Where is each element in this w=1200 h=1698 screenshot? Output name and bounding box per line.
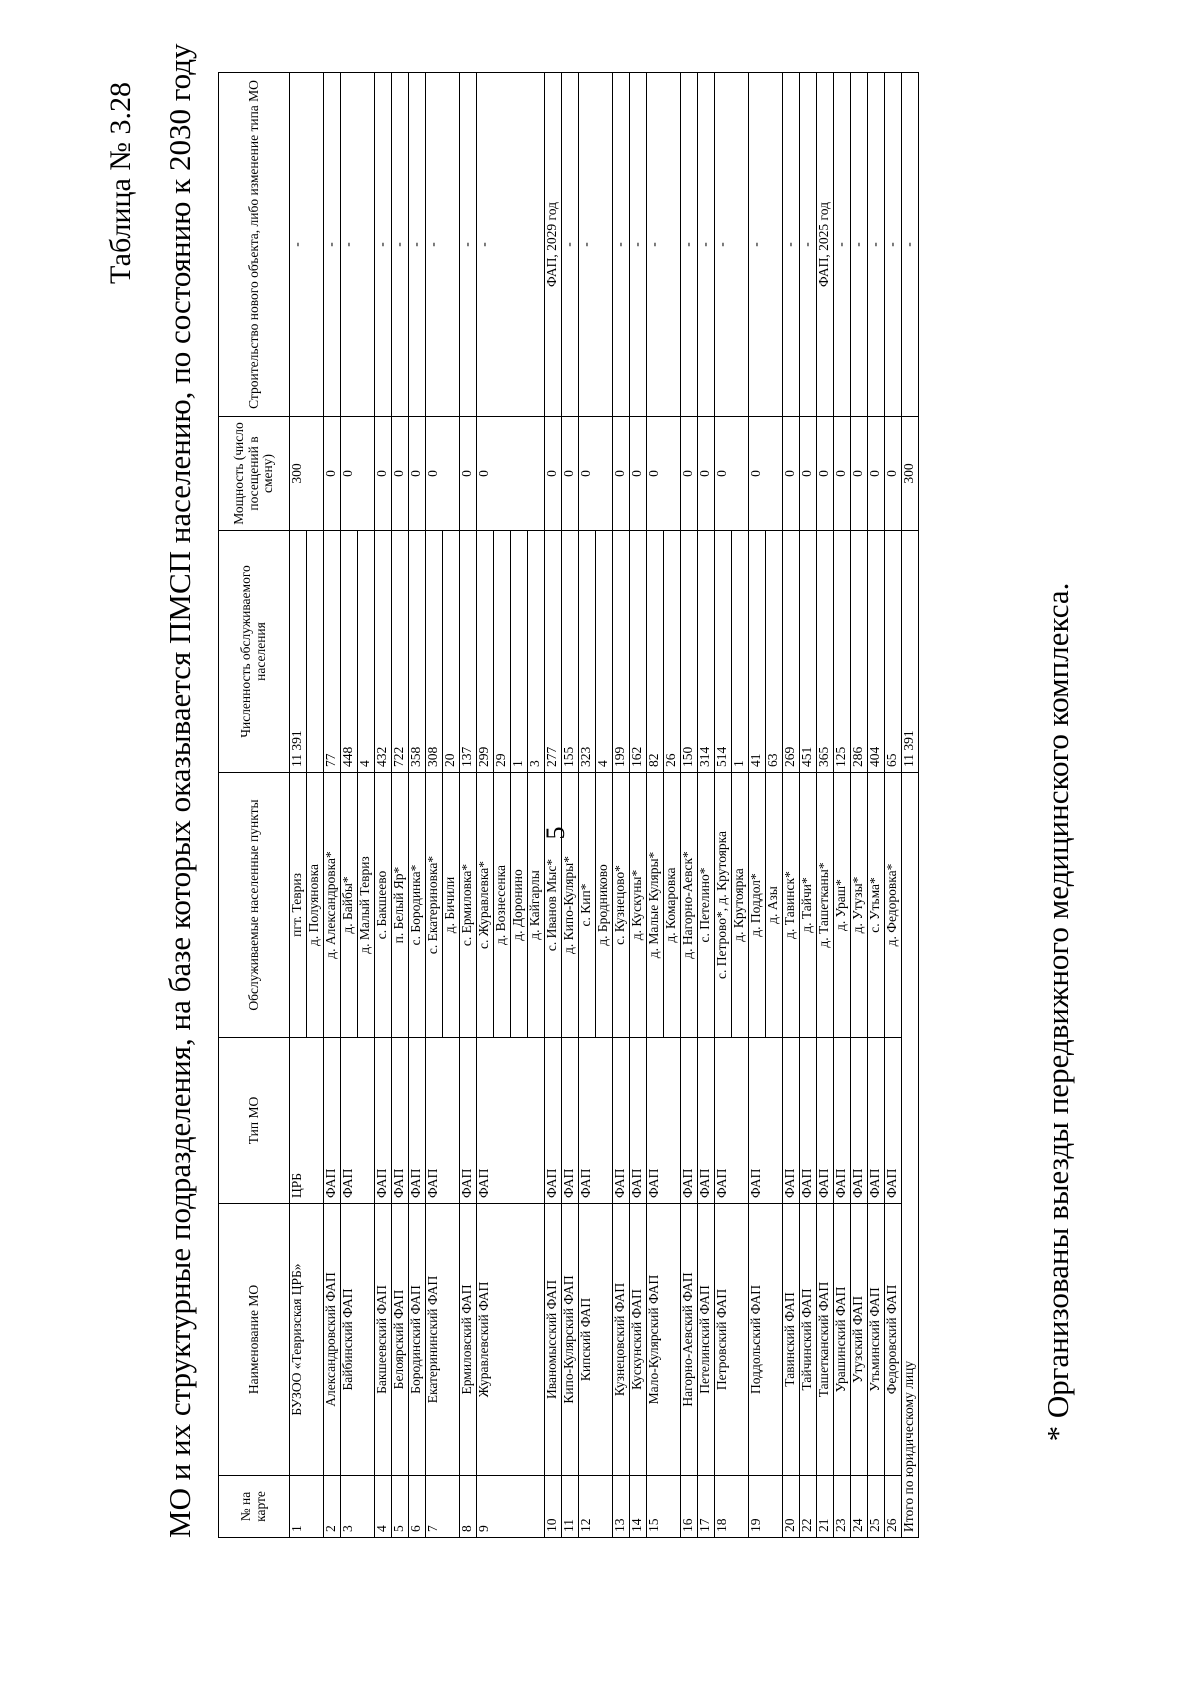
population-cell: 448: [341, 531, 358, 773]
table-row: [290, 73, 307, 1538]
settlement-cell: с. Иванов Мыс*: [545, 773, 562, 1038]
table-row: [392, 73, 409, 1538]
mo-name-cell: Урашинский ФАП: [834, 1204, 851, 1476]
settlement-cell: д. Доронино: [511, 773, 528, 1038]
map-number-cell: 15: [647, 1476, 681, 1538]
mo-type-cell: ФАП: [647, 1038, 681, 1204]
settlement-cell: д. Полуяновка: [307, 773, 324, 1038]
mo-type-cell: ФАП: [426, 1038, 460, 1204]
table-header-row: [219, 73, 290, 1538]
capacity-cell: 0: [885, 417, 902, 531]
total-row: [902, 73, 919, 1538]
settlement-cell: д. Азы: [766, 773, 783, 1038]
total-construction-cell: -: [902, 73, 919, 417]
mo-name-cell: Утузский ФАП: [851, 1204, 868, 1476]
population-cell: 404: [868, 531, 885, 773]
mo-name-cell: БУЗОО «Тевризская ЦРБ»: [290, 1204, 324, 1476]
mo-type-cell: ФАП: [868, 1038, 885, 1204]
map-number-cell: 3: [341, 1476, 375, 1538]
capacity-cell: 0: [477, 417, 545, 531]
mo-type-cell: ФАП: [834, 1038, 851, 1204]
mo-name-cell: Ермиловский ФАП: [460, 1204, 477, 1476]
facilities-table: [218, 72, 919, 1538]
capacity-cell: 0: [613, 417, 630, 531]
population-cell: 3: [528, 531, 545, 773]
population-cell: 63: [766, 531, 783, 773]
population-cell: 451: [800, 531, 817, 773]
map-number-cell: 13: [613, 1476, 630, 1538]
construction-cell: -: [647, 73, 681, 417]
map-number-cell: 2: [324, 1476, 341, 1538]
construction-cell: -: [868, 73, 885, 417]
construction-cell: -: [460, 73, 477, 417]
map-number-cell: 16: [681, 1476, 698, 1538]
population-cell: 137: [460, 531, 477, 773]
construction-cell: -: [426, 73, 460, 417]
mo-type-cell: ФАП: [783, 1038, 800, 1204]
settlement-cell: д. Ташетканы*: [817, 773, 834, 1038]
table-row: [375, 73, 392, 1538]
mo-name-cell: Тавинский ФАП: [783, 1204, 800, 1476]
map-number-cell: 24: [851, 1476, 868, 1538]
settlement-cell: д. Комаровка: [664, 773, 681, 1038]
construction-cell: ФАП, 2025 год: [817, 73, 834, 417]
mo-type-cell: ФАП: [885, 1038, 902, 1204]
settlement-cell: д. Тавинск*: [783, 773, 800, 1038]
total-capacity-cell: 300: [902, 417, 919, 531]
mo-name-cell: Петровский ФАП: [715, 1204, 749, 1476]
table-body: [290, 73, 919, 1538]
construction-cell: -: [783, 73, 800, 417]
table-row: [579, 73, 596, 1538]
capacity-cell: 0: [851, 417, 868, 531]
population-cell: 162: [630, 531, 647, 773]
capacity-cell: 0: [630, 417, 647, 531]
table-row: [834, 73, 851, 1538]
capacity-cell: 0: [341, 417, 375, 531]
population-cell: 150: [681, 531, 698, 773]
mo-type-cell: ФАП: [579, 1038, 613, 1204]
construction-cell: -: [851, 73, 868, 417]
map-number-cell: 21: [817, 1476, 834, 1538]
mo-type-cell: ФАП: [375, 1038, 392, 1204]
table-row: [783, 73, 800, 1538]
map-number-cell: 1: [290, 1476, 324, 1538]
mo-type-cell: ФАП: [698, 1038, 715, 1204]
settlement-cell: д. Бродниково: [596, 773, 613, 1038]
settlement-cell: с. Петрово*, д. Крутоярка: [715, 773, 732, 1038]
capacity-cell: 0: [579, 417, 613, 531]
capacity-cell: 0: [545, 417, 562, 531]
mo-type-cell: ФАП: [460, 1038, 477, 1204]
settlement-cell: д. Кайгарлы: [528, 773, 545, 1038]
column-header: Численность обслуживаемого населения: [219, 531, 290, 773]
table-row: [477, 73, 494, 1538]
mo-name-cell: Кускунский ФАП: [630, 1204, 647, 1476]
map-number-cell: 8: [460, 1476, 477, 1538]
settlement-cell: д. Кускуны*: [630, 773, 647, 1038]
capacity-cell: 0: [868, 417, 885, 531]
settlement-cell: д. Нагорно-Аевск*: [681, 773, 698, 1038]
mo-name-cell: Кузнецовский ФАП: [613, 1204, 630, 1476]
population-cell: 125: [834, 531, 851, 773]
construction-cell: -: [375, 73, 392, 417]
settlement-cell: д. Тайчи*: [800, 773, 817, 1038]
mo-type-cell: ФАП: [800, 1038, 817, 1204]
settlement-cell: д. Байбы*: [341, 773, 358, 1038]
population-cell: 722: [392, 531, 409, 773]
mo-type-cell: ФАП: [409, 1038, 426, 1204]
construction-cell: -: [800, 73, 817, 417]
construction-cell: -: [562, 73, 579, 417]
capacity-cell: 0: [681, 417, 698, 531]
footnote: * Организованы выезды передвижного медицинского комплекса.: [1040, 582, 1075, 1442]
settlement-cell: д. Малые Куляры*: [647, 773, 664, 1038]
construction-cell: -: [749, 73, 783, 417]
table-row: [817, 73, 834, 1538]
table-number: Таблица № 3.28: [104, 82, 137, 284]
population-cell: 82: [647, 531, 664, 773]
mo-type-cell: ФАП: [817, 1038, 834, 1204]
construction-cell: -: [409, 73, 426, 417]
settlement-cell: с. Бакшеево: [375, 773, 392, 1038]
mo-type-cell: ФАП: [545, 1038, 562, 1204]
mo-name-cell: Кипский ФАП: [579, 1204, 613, 1476]
settlement-cell: с. Ермиловка*: [460, 773, 477, 1038]
mo-type-cell: ФАП: [341, 1038, 375, 1204]
table-row: [715, 73, 732, 1538]
capacity-cell: 0: [783, 417, 800, 531]
settlement-cell: с. Бородинка*: [409, 773, 426, 1038]
construction-cell: -: [477, 73, 545, 417]
population-cell: 4: [358, 531, 375, 773]
mo-name-cell: Иваномысский ФАП: [545, 1204, 562, 1476]
map-number-cell: 12: [579, 1476, 613, 1538]
capacity-cell: 300: [290, 417, 324, 531]
population-cell: 299: [477, 531, 494, 773]
capacity-cell: 0: [392, 417, 409, 531]
mo-name-cell: Байбинский ФАП: [341, 1204, 375, 1476]
column-header: № на карте: [219, 1476, 290, 1538]
capacity-cell: 0: [817, 417, 834, 531]
population-cell: 20: [443, 531, 460, 773]
map-number-cell: 23: [834, 1476, 851, 1538]
total-label-cell: Итого по юридическому лицу: [902, 773, 919, 1538]
map-number-cell: 9: [477, 1476, 545, 1538]
population-cell: 77: [324, 531, 341, 773]
map-number-cell: 14: [630, 1476, 647, 1538]
mo-type-cell: ФАП: [613, 1038, 630, 1204]
population-cell: 41: [749, 531, 766, 773]
construction-cell: -: [715, 73, 749, 417]
population-cell: 432: [375, 531, 392, 773]
table-row: [341, 73, 358, 1538]
table-row: [426, 73, 443, 1538]
mo-name-cell: Екатерининский ФАП: [426, 1204, 460, 1476]
map-number-cell: 5: [392, 1476, 409, 1538]
settlement-cell: д. Александровка*: [324, 773, 341, 1038]
population-cell: 11 391: [290, 531, 307, 773]
capacity-cell: 0: [409, 417, 426, 531]
capacity-cell: 0: [375, 417, 392, 531]
map-number-cell: 19: [749, 1476, 783, 1538]
settlement-cell: д. Бичили: [443, 773, 460, 1038]
population-cell: 514: [715, 531, 732, 773]
mo-type-cell: ФАП: [749, 1038, 783, 1204]
construction-cell: -: [885, 73, 902, 417]
settlement-cell: д. Поддол*: [749, 773, 766, 1038]
capacity-cell: 0: [834, 417, 851, 531]
mo-name-cell: Мало-Кулярский ФАП: [647, 1204, 681, 1476]
mo-type-cell: ФАП: [562, 1038, 579, 1204]
settlement-cell: д. Крутоярка: [732, 773, 749, 1038]
table-row: [868, 73, 885, 1538]
mo-name-cell: Нагорно-Аевский ФАП: [681, 1204, 698, 1476]
construction-cell: -: [834, 73, 851, 417]
capacity-cell: 0: [800, 417, 817, 531]
population-cell: 269: [783, 531, 800, 773]
population-cell: 1: [732, 531, 749, 773]
column-header: Наименование МО: [219, 1204, 290, 1476]
construction-cell: -: [579, 73, 613, 417]
mo-type-cell: ФАП: [630, 1038, 647, 1204]
population-cell: 286: [851, 531, 868, 773]
settlement-cell: пгт. Тевриз: [290, 773, 307, 1038]
mo-name-cell: Александровский ФАП: [324, 1204, 341, 1476]
population-cell: 65: [885, 531, 902, 773]
map-number-cell: 6: [409, 1476, 426, 1538]
capacity-cell: 0: [324, 417, 341, 531]
capacity-cell: 0: [749, 417, 783, 531]
population-cell: 155: [562, 531, 579, 773]
table-row: [800, 73, 817, 1538]
column-header: Тип МО: [219, 1038, 290, 1204]
mo-type-cell: ФАП: [715, 1038, 749, 1204]
population-cell: 26: [664, 531, 681, 773]
mo-name-cell: Поддольский ФАП: [749, 1204, 783, 1476]
mo-type-cell: ФАП: [851, 1038, 868, 1204]
table-row: [562, 73, 579, 1538]
map-number-cell: 25: [868, 1476, 885, 1538]
settlement-cell: с. Журавлевка*: [477, 773, 494, 1038]
capacity-cell: 0: [647, 417, 681, 531]
population-cell: [307, 531, 324, 773]
mo-type-cell: ФАП: [324, 1038, 341, 1204]
mo-name-cell: Кипо-Кулярский ФАП: [562, 1204, 579, 1476]
capacity-cell: 0: [562, 417, 579, 531]
map-number-cell: 18: [715, 1476, 749, 1538]
capacity-cell: 0: [715, 417, 749, 531]
mo-type-cell: ФАП: [681, 1038, 698, 1204]
column-header: Обслуживаемые населенные пункты: [219, 773, 290, 1038]
population-cell: 199: [613, 531, 630, 773]
population-cell: 308: [426, 531, 443, 773]
construction-cell: -: [341, 73, 375, 417]
population-cell: 358: [409, 531, 426, 773]
construction-cell: ФАП, 2029 год: [545, 73, 562, 417]
mo-name-cell: Петелинский ФАП: [698, 1204, 715, 1476]
map-number-cell: 26: [885, 1476, 902, 1538]
table-row: [749, 73, 766, 1538]
settlement-cell: с. Петелино*: [698, 773, 715, 1038]
map-number-cell: 17: [698, 1476, 715, 1538]
settlement-cell: п. Белый Яр*: [392, 773, 409, 1038]
table-row: [324, 73, 341, 1538]
settlement-cell: с. Кип*: [579, 773, 596, 1038]
settlement-cell: с. Утьма*: [868, 773, 885, 1038]
mo-type-cell: ЦРБ: [290, 1038, 324, 1204]
settlement-cell: д. Ураш*: [834, 773, 851, 1038]
table-row: [698, 73, 715, 1538]
mo-type-cell: ФАП: [477, 1038, 545, 1204]
table-row: [885, 73, 902, 1538]
mo-name-cell: Белоярский ФАП: [392, 1204, 409, 1476]
mo-type-cell: ФАП: [392, 1038, 409, 1204]
mo-name-cell: Федоровский ФАП: [885, 1204, 902, 1476]
construction-cell: -: [324, 73, 341, 417]
capacity-cell: 0: [698, 417, 715, 531]
table-row: [409, 73, 426, 1538]
map-number-cell: 20: [783, 1476, 800, 1538]
capacity-cell: 0: [460, 417, 477, 531]
table-row: [613, 73, 630, 1538]
population-cell: 4: [596, 531, 613, 773]
table-row: [647, 73, 664, 1538]
map-number-cell: 4: [375, 1476, 392, 1538]
construction-cell: -: [681, 73, 698, 417]
table-row: [681, 73, 698, 1538]
settlement-cell: с. Екатериновка*: [426, 773, 443, 1038]
mo-name-cell: Бакшеевский ФАП: [375, 1204, 392, 1476]
settlement-cell: д. Федоровка*: [885, 773, 902, 1038]
mo-name-cell: Бородинский ФАП: [409, 1204, 426, 1476]
construction-cell: -: [630, 73, 647, 417]
population-cell: 314: [698, 531, 715, 773]
map-number-cell: 11: [562, 1476, 579, 1538]
settlement-cell: с. Кузнецово*: [613, 773, 630, 1038]
column-header: Строительство нового объекта, либо изменение типа МО: [219, 73, 290, 417]
population-cell: 323: [579, 531, 596, 773]
table-title: МО и их структурные подразделения, на базе которых оказывается ПМСП населению, по состоянию к 2030 году: [162, 43, 197, 1538]
map-number-cell: 22: [800, 1476, 817, 1538]
capacity-cell: 0: [426, 417, 460, 531]
mo-name-cell: Журавлевский ФАП: [477, 1204, 545, 1476]
map-number-cell: 7: [426, 1476, 460, 1538]
population-cell: 29: [494, 531, 511, 773]
construction-cell: -: [392, 73, 409, 417]
table-row: [851, 73, 868, 1538]
construction-cell: -: [698, 73, 715, 417]
settlement-cell: д. Малый Тевриз: [358, 773, 375, 1038]
population-cell: 277: [545, 531, 562, 773]
map-number-cell: 10: [545, 1476, 562, 1538]
construction-cell: -: [613, 73, 630, 417]
settlement-cell: д. Вознесенка: [494, 773, 511, 1038]
settlement-cell: д. Кипо-Куляры*: [562, 773, 579, 1038]
population-cell: 1: [511, 531, 528, 773]
total-population-cell: 11 391: [902, 531, 919, 773]
table-row: [545, 73, 562, 1538]
settlement-cell: д. Утузы*: [851, 773, 868, 1038]
mo-name-cell: Утьминский ФАП: [868, 1204, 885, 1476]
population-cell: 365: [817, 531, 834, 773]
mo-name-cell: Ташетканский ФАП: [817, 1204, 834, 1476]
table-row: [630, 73, 647, 1538]
column-header: Мощность (число посещений в смену): [219, 417, 290, 531]
mo-name-cell: Тайчинский ФАП: [800, 1204, 817, 1476]
construction-cell: -: [290, 73, 324, 417]
table-row: [460, 73, 477, 1538]
page-number: 5: [541, 826, 570, 840]
